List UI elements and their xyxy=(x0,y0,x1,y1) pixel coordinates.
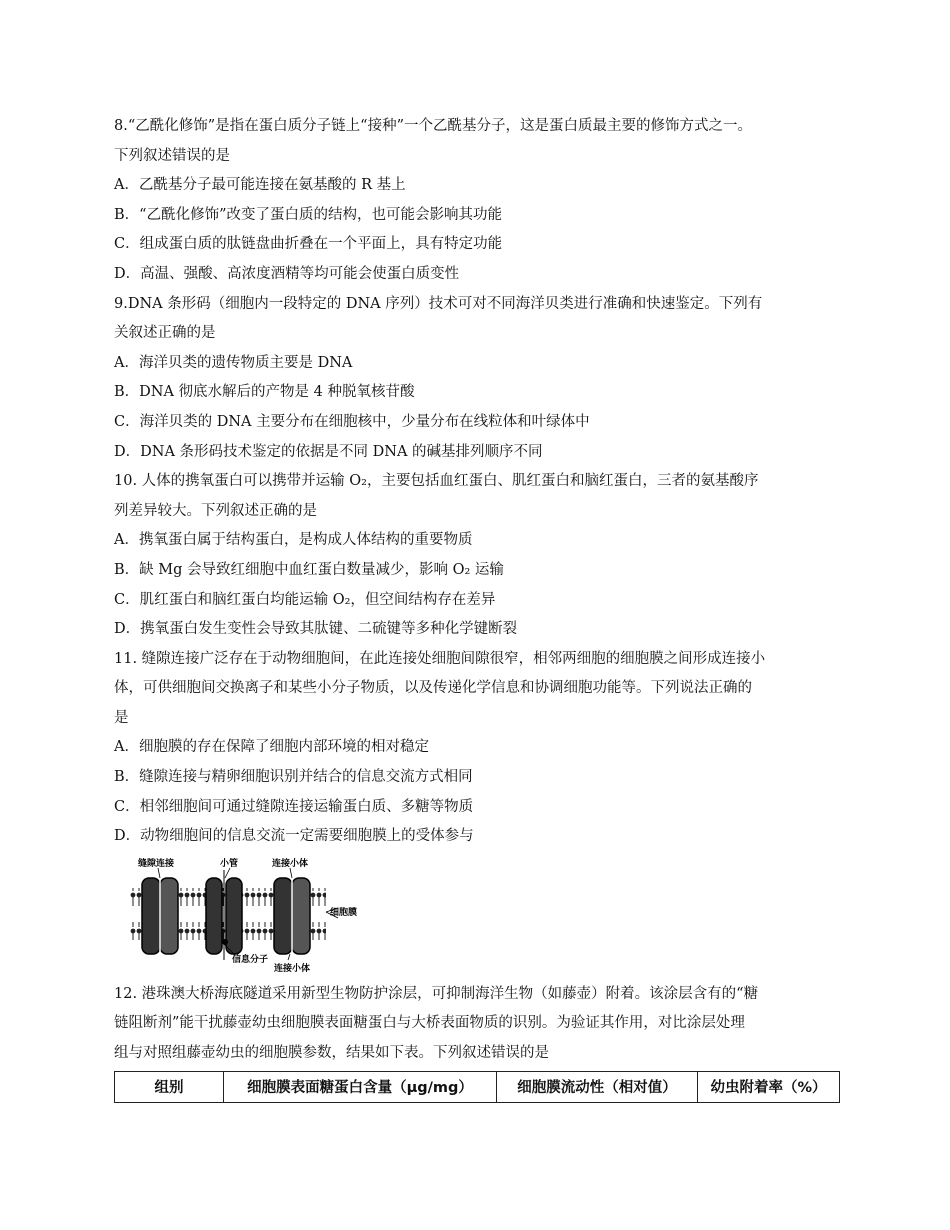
question-11-option-d: D．动物细胞间的信息交流一定需要细胞膜上的受体参与 xyxy=(114,828,474,845)
question-11-stem-line-2: 体，可供细胞间交换离子和某些小分子物质，以及传递化学信息和协调细胞功能等。下列说法正确的 xyxy=(114,680,752,697)
question-8-option-d: D．高温、强酸、高浓度酒精等均可能会使蛋白质变性 xyxy=(114,265,460,282)
question-9-stem-line-1: 9.DNA 条形码（细胞内一段特定的 DNA 序列）技术可对不同海洋贝类进行准确和快速鉴定。下列有 xyxy=(114,295,763,312)
label-membrane: 细胞膜 xyxy=(330,907,358,918)
header-fluidity: 细胞膜流动性（相对值） xyxy=(497,1071,698,1102)
signal-molecule-dot xyxy=(222,939,228,945)
question-10 xyxy=(114,467,844,645)
question-8-option-a: A．乙酰基分子最可能连接在氨基酸的 R 基上 xyxy=(114,177,406,194)
question-9 xyxy=(114,290,844,468)
question-8-option-c: C．组成蛋白质的肽链盘曲折叠在一个平面上，具有特定功能 xyxy=(114,236,503,253)
results-table xyxy=(114,1071,840,1103)
gap-junction-diagram xyxy=(130,856,366,972)
question-11 xyxy=(114,645,844,852)
question-11-option-c: C．相邻细胞间可通过缝隙连接运输蛋白质、多糖等物质 xyxy=(114,798,474,815)
label-gap-junction: 缝隙连接 xyxy=(138,858,175,869)
question-8 xyxy=(114,112,844,290)
question-10-stem-line-1: 10. 人体的携氧蛋白可以携带并运输 O₂，主要包括血红蛋白、肌红蛋白和脑红蛋白，三者的氨基酸序 xyxy=(114,473,759,490)
label-tubule: 小管 xyxy=(220,858,239,869)
header-glycoprotein: 细胞膜表面糖蛋白含量（μg/mg） xyxy=(224,1071,497,1102)
question-11-stem-line-1: 11. 缝隙连接广泛存在于动物细胞间，在此连接处细胞间隙很窄，相邻两细胞的细胞膜之间形成连接小 xyxy=(114,650,766,667)
question-10-option-b: B．缺 Mg 会导致红细胞中血红蛋白数量减少，影响 O₂ 运输 xyxy=(114,561,504,578)
exam-page xyxy=(114,112,844,1103)
question-9-stem-line-2: 关叙述正确的是 xyxy=(114,325,216,342)
question-9-option-d: D．DNA 条形码技术鉴定的依据是不同 DNA 的碱基排列顺序不同 xyxy=(114,443,543,460)
connexon-middle xyxy=(206,870,242,960)
connexon-right xyxy=(274,878,310,954)
header-group: 组别 xyxy=(115,1071,224,1102)
connexon-left xyxy=(142,878,178,954)
question-9-option-c: C．海洋贝类的 DNA 主要分布在细胞核中，少量分布在线粒体和叶绿体中 xyxy=(114,413,590,430)
gap-junction-figure xyxy=(130,856,366,972)
question-11-stem-line-3: 是 xyxy=(114,709,129,726)
header-attachment-rate: 幼虫附着率（%） xyxy=(698,1071,840,1102)
question-9-option-b: B．DNA 彻底水解后的产物是 4 种脱氧核苷酸 xyxy=(114,384,415,401)
question-9-option-a: A．海洋贝类的遗传物质主要是 DNA xyxy=(114,354,353,371)
question-10-stem-line-2: 列差异较大。下列叙述正确的是 xyxy=(114,502,317,519)
question-12-stem-line-1: 12. 港珠澳大桥海底隧道采用新型生物防护涂层，可抑制海洋生物（如藤壶）附着。该涂层含有的“糖 xyxy=(114,985,759,1002)
question-8-stem-line-1: 8.“乙酰化修饰”是指在蛋白质分子链上“接种”一个乙酰基分子，这是蛋白质最主要的修饰方式之一。 xyxy=(114,118,752,134)
label-signal-molecule: 信息分子 xyxy=(232,954,269,965)
question-10-option-d: D．携氧蛋白发生变性会导致其肽键、二硫键等多种化学键断裂 xyxy=(114,621,518,638)
question-12-stem-line-2: 链阻断剂”能干扰藤壶幼虫细胞膜表面糖蛋白与大桥表面物质的识别。为验证其作用，对比涂层处理 xyxy=(114,1015,745,1032)
question-8-option-b: B．“乙酰化修饰”改变了蛋白质的结构，也可能会影响其功能 xyxy=(114,206,502,223)
table-header-row xyxy=(115,1071,840,1102)
question-11-option-a: A．细胞膜的存在保障了细胞内部环境的相对稳定 xyxy=(114,739,429,756)
question-11-option-b: B．缝隙连接与精卵细胞识别并结合的信息交流方式相同 xyxy=(114,769,473,786)
question-12-stem-line-3: 组与对照组藤壶幼虫的细胞膜参数，结果如下表。下列叙述错误的是 xyxy=(114,1045,549,1062)
question-10-option-a: A．携氧蛋白属于结构蛋白，是构成人体结构的重要物质 xyxy=(114,532,473,549)
question-12 xyxy=(114,980,844,1103)
label-connexon-top: 连接小体 xyxy=(272,858,309,869)
question-8-stem-line-2: 下列叙述错误的是 xyxy=(114,147,230,164)
question-10-option-c: C．肌红蛋白和脑红蛋白均能运输 O₂，但空间结构存在差异 xyxy=(114,591,496,608)
label-connexon-bottom: 连接小体 xyxy=(274,963,311,972)
